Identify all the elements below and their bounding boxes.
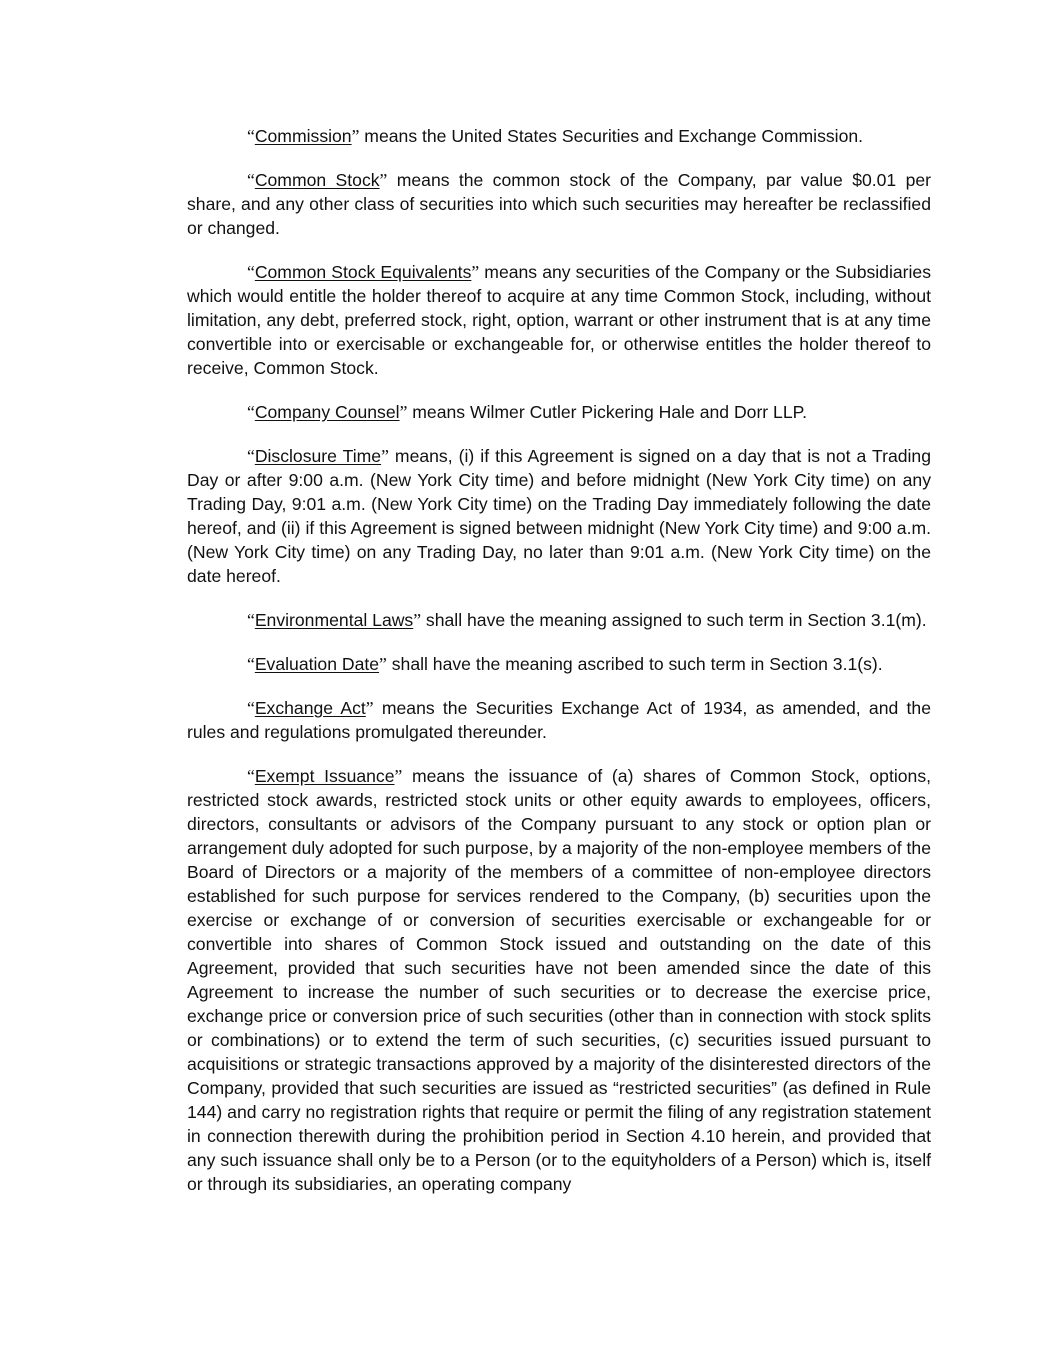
definition-common-stock-equivalents: “Common Stock Equivalents” means any securities of the Company or the Subsidiaries which would entitle the holder thereof to acquire at any time Common Stock, including, without limitation, any debt, preferred stock, right, option, warrant or other instrument that is at any time convertible into or exercisable or exchangeable for, or otherwise entitles the holder thereof to receive, Common Stock. [187, 262, 932, 378]
definition-text: means Wilmer Cutler Pickering Hale and Dorr LLP. [407, 402, 807, 422]
document-page [187, 124, 931, 1216]
defined-term: Environmental Laws [254, 610, 414, 630]
defined-term: Company Counsel [254, 402, 400, 422]
definition-text: means the common stock of the Company, par value $0.01 per share, and any other class of securities into which such securities may hereafter be reclassified or changed. [187, 170, 932, 238]
defined-term: Evaluation Date [254, 654, 380, 674]
definition-evaluation-date: “Evaluation Date” shall have the meaning ascribed to such term in Section 3.1(s). [247, 654, 883, 674]
definition-text: shall have the meaning ascribed to such term in Section 3.1(s). [386, 654, 883, 674]
definition-disclosure-time: “Disclosure Time” means, (i) if this Agreement is signed on a day that is not a Trading Day or after 9:00 a.m. (New York City time) and before midnight (New York City time) on any Trading Day, 9:01 a.m. (New York City time) on the Trading Day immediately following the date hereof, and (ii) if this Agreement is signed between midnight (New York City time) and 9:00 a.m. (New York City time) on any Trading Day, no later than 9:01 a.m. (New York City time) on the date hereof. [187, 446, 931, 586]
defined-term: Exempt Issuance [254, 766, 395, 786]
defined-term: Exchange Act [254, 698, 366, 718]
defined-term: Common Stock Equivalents [254, 262, 472, 282]
definition-text: means the United States Securities and Exchange Commission. [359, 126, 864, 146]
definition-text: means, (i) if this Agreement is signed on a day that is not a Trading Day or after 9:00 a.m. (New York City time) and before midnight (New York City time) on any Trading Day, 9:01 a.m. (New York City time) on the Trading Day immediately following the date hereof, and (ii) if this Agreement is signed between midnight (New York City time) and 9:00 a.m. (New York City time) on any Trading Day, no later than 9:01 a.m. (New York City time) on the date hereof. [187, 446, 931, 586]
definition-commission: “Commission” means the United States Securities and Exchange Commission. [247, 126, 864, 146]
definition-text: means any securities of the Company or the Subsidiaries which would entitle the holder thereof to acquire at any time Common Stock, including, without limitation, any debt, preferred stock, right, option, warrant or other instrument that is at any time convertible into or exercisable or exchangeable for, or otherwise entitles the holder thereof to receive, Common Stock. [187, 262, 932, 378]
defined-term: Disclosure Time [254, 446, 382, 466]
definition-text: shall have the meaning assigned to such term in Section 3.1(m). [421, 610, 927, 630]
defined-term: Common Stock [254, 170, 380, 190]
definition-company-counsel: “Company Counsel” means Wilmer Cutler Pickering Hale and Dorr LLP. [247, 402, 807, 422]
definition-text: means the Securities Exchange Act of 1934, as amended, and the rules and regulations promulgated thereunder. [187, 698, 931, 742]
definition-exchange-act: “Exchange Act” means the Securities Exchange Act of 1934, as amended, and the rules and regulations promulgated thereunder. [187, 698, 931, 742]
definition-common-stock: “Common Stock” means the common stock of the Company, par value $0.01 per share, and any other class of securities into which such securities may hereafter be reclassified or changed. [187, 170, 932, 238]
definition-environmental-laws: “Environmental Laws” shall have the meaning assigned to such term in Section 3.1(m). [247, 610, 927, 630]
definition-exempt-issuance: “Exempt Issuance” means the issuance of (a) shares of Common Stock, options, restricted stock awards, restricted stock units or other equity awards to employees, officers, directors, consultants or advisors of the Company pursuant to any stock or option plan or arrangement duly adopted for such purpose, by a majority of the non-employee members of the Board of Directors or a majority of the members of a committee of non-employee directors established for such purpose for services rendered to the Company, (b) securities upon the exercise or exchange of or conversion of securities exercisable or exchangeable for or convertible into shares of Common Stock issued and outstanding on the date of this Agreement, provided that such securities have not been amended since the date of this Agreement to increase the number of such securities or to decrease the exercise price, exchange price or conversion price of such securities (other than in connection with stock splits or combinations) or to extend the term of such securities, (c) securities issued pursuant to acquisitions or strategic transactions approved by a majority of the disinterested directors of the Company, provided that such securities are issued as “restricted securities” (as defined in Rule 144) and carry no registration rights that require or permit the filing of any registration statement in connection therewith during the prohibition period in Section 4.10 herein, and provided that any such issuance shall only be to a Person (or to the equityholders of a Person) which is, itself or through its subsidiaries, an operating company [187, 766, 932, 1194]
definition-text: means the issuance of (a) shares of Common Stock, options, restricted stock awards, restricted stock units or other equity awards to employees, officers, directors, consultants or advisors of the Company pursuant to any stock or option plan or arrangement duly adopted for such purpose, by a majority of the non-employee members of the Board of Directors or a majority of the members of a committee of non-employee directors established for such purpose for services rendered to the Company, (b) securities upon the exercise or exchange of or conversion of securities exercisable or exchangeable for or convertible into shares of Common Stock issued and outstanding on the date of this Agreement, provided that such securities have not been amended since the date of this Agreement to increase the number of such securities or to decrease the exercise price, exchange price or conversion price of such securities (other than in connection with stock splits or combinations) or to extend the term of such securities, (c) securities issued pursuant to acquisitions or strategic transactions approved by a majority of the disinterested directors of the Company, provided that such securities are issued as “restricted securities” (as defined in Rule 144) and carry no registration rights that require or permit the filing of any registration statement in connection therewith during the prohibition period in Section 4.10 herein, and provided that any such issuance shall only be to a Person (or to the equityholders of a Person) which is, itself or through its subsidiaries, an operating company [187, 766, 932, 1194]
defined-term: Commission [254, 126, 352, 146]
